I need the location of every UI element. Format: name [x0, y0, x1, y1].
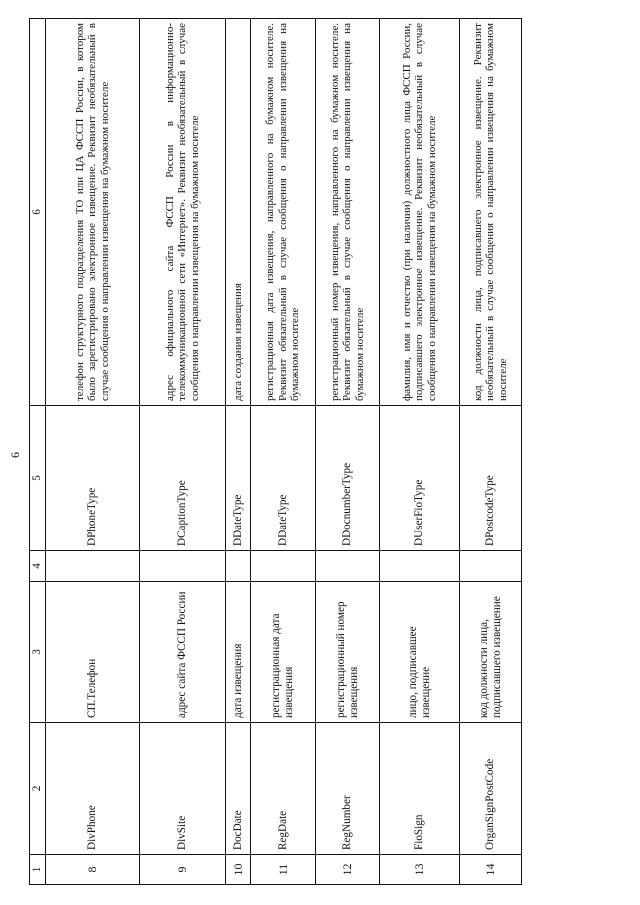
element-type: DDocnumberType [316, 406, 380, 551]
row-number: 14 [460, 855, 522, 885]
table-row [380, 19, 460, 885]
table-row [251, 19, 316, 885]
element-name: СП.Телефон [46, 582, 140, 723]
column-number: 2 [30, 723, 46, 855]
element-code: DivSite [140, 723, 226, 855]
row-number: 10 [226, 855, 251, 885]
row-number: 11 [251, 855, 316, 885]
element-code: RegDate [251, 723, 316, 855]
page-number: 6 [8, 452, 22, 458]
element-name: лицо, подписавшее извещение [380, 582, 460, 723]
row-number: 13 [380, 855, 460, 885]
element-description: дата создания извещения [226, 19, 251, 406]
element-code: FioSign [380, 723, 460, 855]
column-number: 5 [30, 406, 46, 551]
table-row [140, 19, 226, 885]
element-name: регистрационная дата извещения [251, 582, 316, 723]
element-description: фамилия, имя и отчество (при наличии) должностного лица ФССП России, подписавшего электронное извещение. Реквизит необязательный в случае сообщения о направлении извещения на бумажном носителе [380, 19, 460, 406]
empty-cell [380, 551, 460, 582]
empty-cell [316, 551, 380, 582]
table-row [226, 19, 251, 885]
element-description: регистрационный номер извещения, направленного на бумажном носителе. Реквизит обязательный в случае сообщения о направлении извещения на бумажном носителе [316, 19, 380, 406]
column-number-row [30, 19, 46, 885]
column-number: 4 [30, 551, 46, 582]
element-name: адрес сайта ФССП России [140, 582, 226, 723]
table-row [460, 19, 522, 885]
element-type: DCaptionType [140, 406, 226, 551]
row-number: 12 [316, 855, 380, 885]
element-type: DPostcodeType [460, 406, 522, 551]
empty-cell [251, 551, 316, 582]
table-row [316, 19, 380, 885]
element-type: DUserFioType [380, 406, 460, 551]
element-name: код должности лица, подписавшего извещение [460, 582, 522, 723]
column-number: 3 [30, 582, 46, 723]
empty-cell [226, 551, 251, 582]
row-number: 9 [140, 855, 226, 885]
element-type: DDateType [251, 406, 316, 551]
empty-cell [140, 551, 226, 582]
row-number: 8 [46, 855, 140, 885]
table-row [46, 19, 140, 885]
element-code: OrganSignPostCode [460, 723, 522, 855]
element-name: регистрационный номер извещения [316, 582, 380, 723]
column-number: 6 [30, 19, 46, 406]
element-description: код должности лица, подписавшего электронное извещение. Реквизит необязательный в случае сообщения о направлении извещения на бумажном носителе [460, 19, 522, 406]
element-description: телефон структурного подразделения ТО или ЦА ФССП России, в котором было зарегистрировано электронное извещение. Реквизит необязательный в случае сообщения о направлении извещения на бумажном носителе [46, 19, 140, 406]
empty-cell [46, 551, 140, 582]
element-code: DocDate [226, 723, 251, 855]
element-type: DPhoneType [46, 406, 140, 551]
element-description: регистрационная дата извещения, направленного на бумажном носителе. Реквизит обязательный в случае сообщения о направлении извещения на бумажном носителе [251, 19, 316, 406]
element-type: DDateType [226, 406, 251, 551]
element-code: DivPhone [46, 723, 140, 855]
empty-cell [460, 551, 522, 582]
element-description: адрес официального сайта ФССП России в информационно-телекоммуникационной сети «Интернет». Реквизит необязательный в случае сообщения о направлении извещения на бумажном носителе [140, 19, 226, 406]
column-number: 1 [30, 855, 46, 885]
element-code: RegNumber [316, 723, 380, 855]
requisites-table [29, 18, 522, 885]
element-name: дата извещения [226, 582, 251, 723]
